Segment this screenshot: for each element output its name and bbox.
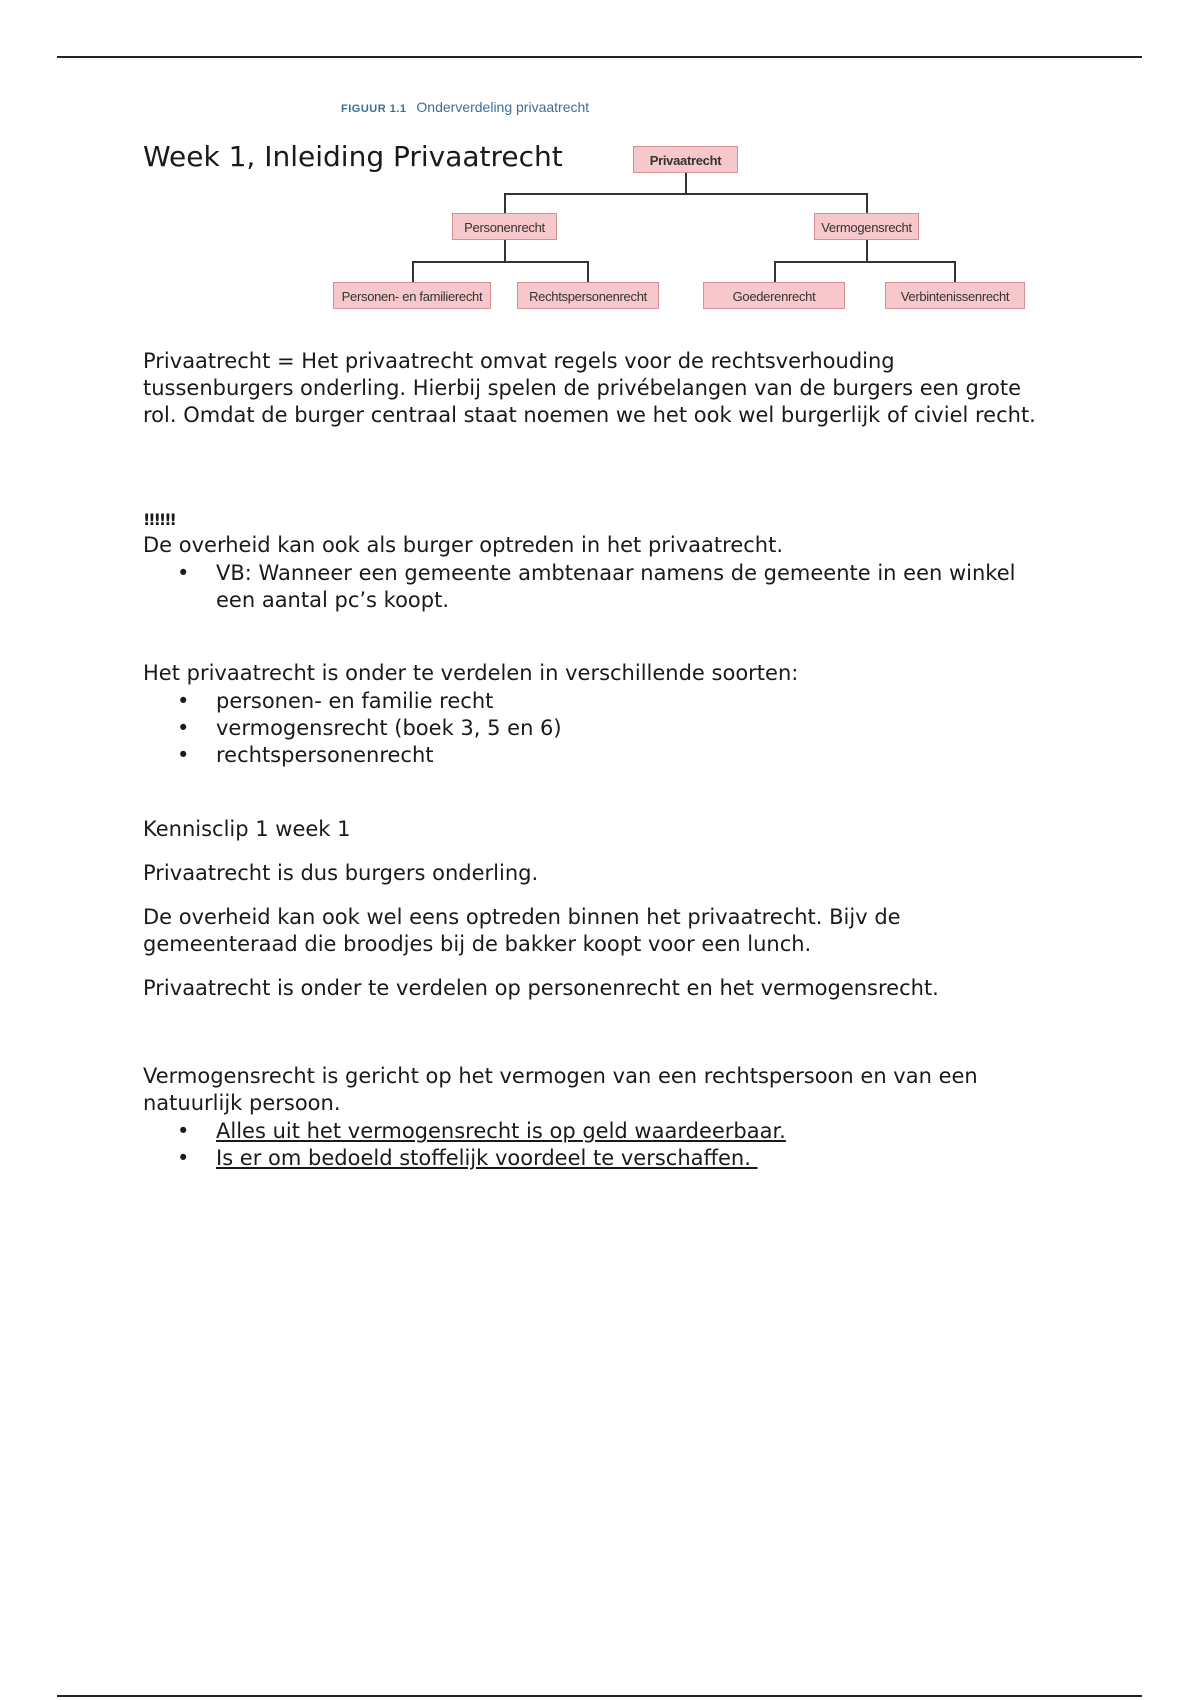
connector: [504, 193, 868, 195]
figure-caption-text: Onderverdeling privaatrecht: [416, 99, 590, 115]
connector: [504, 193, 506, 213]
list-item: [143, 1145, 1043, 1172]
bullet-icon: •: [177, 1146, 190, 1170]
figure-caption: [341, 99, 589, 115]
list-item-text: VB: Wanneer een gemeente ambtenaar namens de gemeente in een winkel een aantal pc’s koopt.: [216, 561, 1016, 612]
bullet-icon: •: [177, 1119, 190, 1143]
connector: [587, 261, 589, 282]
division-intro: Het privaatrecht is onder te verdelen in verschillende soorten:: [143, 661, 799, 685]
page-title: Week 1, Inleiding Privaatrecht: [143, 140, 563, 173]
clip-paragraph-3: Privaatrecht is onder te verdelen op personenrecht en het vermogensrecht.: [143, 976, 939, 1000]
list-item-text: rechtspersonenrecht: [216, 743, 434, 767]
bullet-icon: •: [177, 689, 190, 713]
connector: [685, 173, 687, 194]
node-personenrecht: Personenrecht: [452, 213, 557, 240]
connector: [504, 240, 506, 262]
clip-paragraph-1: Privaatrecht is dus burgers onderling.: [143, 861, 539, 885]
node-vermogensrecht: Vermogensrecht: [814, 213, 919, 240]
node-goederenrecht: Goederenrecht: [703, 282, 845, 309]
connector: [774, 261, 776, 282]
bullet-icon: •: [177, 561, 190, 585]
connector: [774, 261, 956, 263]
clip-heading: Kennisclip 1 week 1: [143, 817, 351, 841]
list-item-text: Is er om bedoeld stoffelijk voordeel te verschaffen.: [216, 1146, 758, 1170]
definition-paragraph: Privaatrecht = Het privaatrecht omvat regels voor de rechtsverhouding tussenburgers onderling. Hierbij spelen de privébelangen van de burgers een grote rol. Omdat de burger centraal staat noemen we het ook wel burgerlijk of civiel recht.: [143, 349, 1036, 427]
node-rechtspersonenrecht: Rechtspersonenrecht: [517, 282, 659, 309]
node-privaatrecht: Privaatrecht: [633, 146, 738, 173]
connector: [412, 261, 589, 263]
list-item: [143, 1118, 1043, 1145]
connector: [866, 240, 868, 262]
vermogen-bullet-list: [143, 1118, 1043, 1172]
division-bullet-list: [143, 688, 1043, 769]
footer-rule: [57, 1695, 1142, 1697]
vermogen-paragraph: Vermogensrecht is gericht op het vermogen van een rechtspersoon en van een natuurlijk persoon.: [143, 1064, 978, 1115]
node-verbintenissenrecht: Verbintenissenrecht: [885, 282, 1025, 309]
connector: [954, 261, 956, 282]
list-item: [143, 742, 1043, 769]
list-item: [143, 715, 1043, 742]
figure-label: FIGUUR 1.1: [341, 103, 407, 115]
list-item-text: Alles uit het vermogensrecht is op geld waardeerbaar.: [216, 1119, 786, 1143]
connector: [866, 193, 868, 213]
list-item-text: vermogensrecht (boek 3, 5 en 6): [216, 716, 562, 740]
list-item: [143, 688, 1043, 715]
bullet-icon: •: [177, 743, 190, 767]
list-item-text: personen- en familie recht: [216, 689, 494, 713]
bullet-icon: •: [177, 716, 190, 740]
list-item: [143, 560, 1043, 614]
clip-paragraph-2: De overheid kan ook wel eens optreden binnen het privaatrecht. Bijv de gemeenteraad die broodjes bij de bakker koopt voor een lunch.: [143, 905, 901, 956]
note-paragraph: De overheid kan ook als burger optreden in het privaatrecht.: [143, 533, 784, 557]
connector: [412, 261, 414, 282]
note-bullet-list: [143, 560, 1043, 614]
node-personen-familierecht: Personen- en familierecht: [333, 282, 491, 309]
exclamation-marks: !!!!!!: [143, 510, 175, 529]
